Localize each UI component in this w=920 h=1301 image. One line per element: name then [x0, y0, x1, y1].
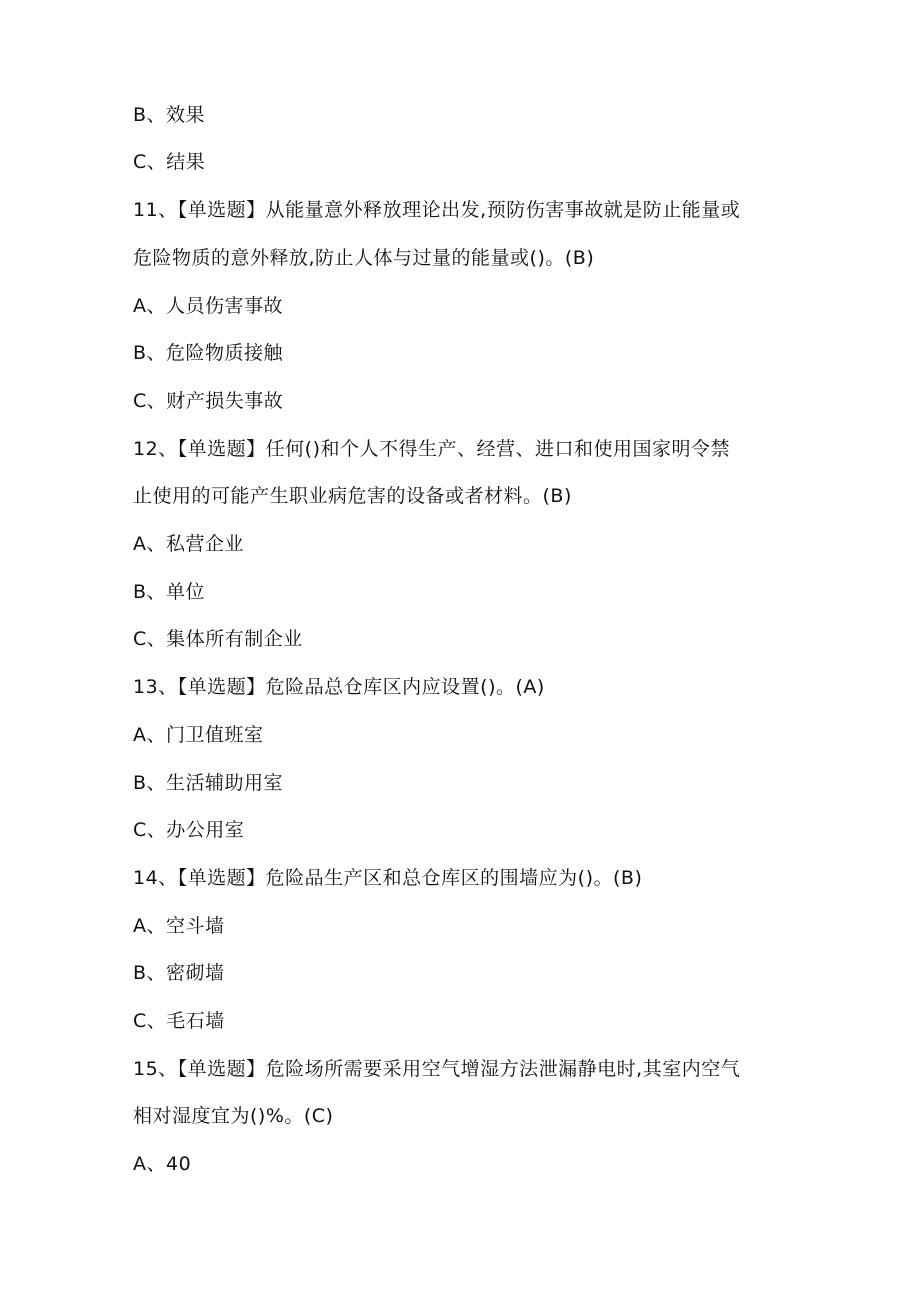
question-12-line-2: 止使用的可能产生职业病危害的设备或者材料。(B) [133, 485, 572, 507]
question-15-line-1: 15、【单选题】危险场所需要采用空气增湿方法泄漏静电时,其室内空气 [133, 1058, 741, 1080]
option-b-q13: B、生活辅助用室 [133, 772, 284, 794]
option-b-q12: B、单位 [133, 581, 206, 603]
option-c-q11: C、财产损失事故 [133, 390, 284, 412]
option-c-q14: C、毛石墙 [133, 1010, 225, 1032]
option-c-q10: C、结果 [133, 151, 206, 173]
question-11-line-1: 11、【单选题】从能量意外释放理论出发,预防伤害事故就是防止能量或 [133, 199, 741, 221]
question-11-line-2: 危险物质的意外释放,防止人体与过量的能量或()。(B) [133, 247, 595, 269]
option-b-q11: B、危险物质接触 [133, 342, 284, 364]
question-13: 13、【单选题】危险品总仓库区内应设置()。(A) [133, 676, 545, 698]
question-12-line-1: 12、【单选题】任何()和个人不得生产、经营、进口和使用国家明令禁 [133, 438, 731, 460]
option-a-q12: A、私营企业 [133, 533, 244, 555]
question-14: 14、【单选题】危险品生产区和总仓库区的围墙应为()。(B) [133, 867, 643, 889]
option-a-q14: A、空斗墙 [133, 915, 225, 937]
option-c-q13: C、办公用室 [133, 819, 245, 841]
option-b-q14: B、密砌墙 [133, 962, 225, 984]
question-15-line-2: 相对湿度宜为()%。(C) [133, 1105, 334, 1127]
option-c-q12: C、集体所有制企业 [133, 628, 303, 650]
option-a-q15: A、40 [133, 1153, 192, 1175]
option-a-q11: A、人员伤害事故 [133, 295, 283, 317]
option-b-q10: B、效果 [133, 104, 206, 126]
option-a-q13: A、门卫值班室 [133, 724, 264, 746]
